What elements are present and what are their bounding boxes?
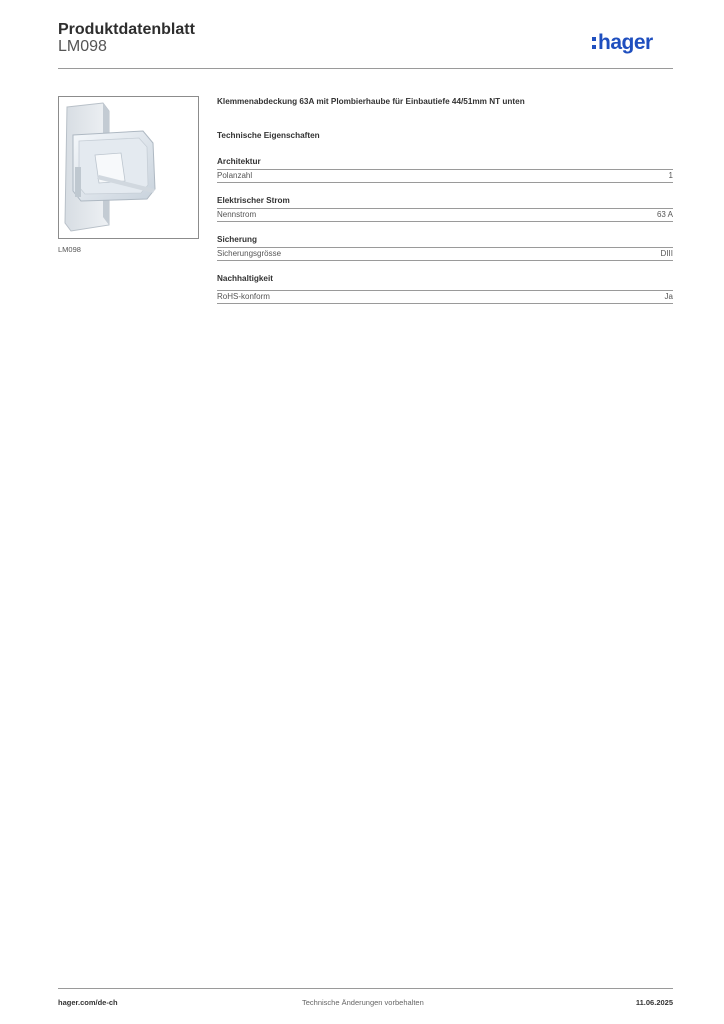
- property-row-nennstrom: [217, 209, 673, 221]
- group-title-architektur: Architektur: [217, 157, 261, 166]
- property-label: Sicherungsgrösse: [217, 249, 282, 258]
- section-title: Technische Eigenschaften: [217, 131, 320, 140]
- product-description: Klemmenabdeckung 63A mit Plombierhaube für Einbautiefe 44/51mm NT unten: [217, 97, 525, 106]
- property-row-sicherungsgroesse: [217, 248, 673, 260]
- row-divider: [217, 221, 673, 222]
- row-divider: [217, 303, 673, 304]
- footer-divider: [58, 988, 673, 989]
- footer-website-link[interactable]: hager.com/de-ch: [58, 998, 118, 1007]
- group-title-nachhaltigkeit: Nachhaltigkeit: [217, 274, 273, 283]
- image-caption: LM098: [58, 245, 81, 254]
- property-value: 63 A: [656, 210, 673, 219]
- row-divider: [217, 208, 673, 209]
- property-value: 1: [668, 171, 673, 180]
- svg-text:hager: hager: [598, 31, 653, 54]
- header-divider: [58, 68, 673, 69]
- group-title-sicherung: Sicherung: [217, 235, 258, 244]
- row-divider: [217, 247, 673, 248]
- group-title-elektrischer-strom: Elektrischer Strom: [217, 196, 290, 205]
- footer-notice: Technische Änderungen vorbehalten: [302, 998, 424, 1007]
- property-value: DIII: [660, 249, 673, 258]
- property-value: Ja: [664, 292, 673, 301]
- property-label: RoHS-konform: [217, 292, 270, 301]
- hager-logo: [592, 27, 674, 57]
- property-row-rohs-konform: [217, 291, 673, 303]
- row-divider: [217, 169, 673, 170]
- property-row-polanzahl: [217, 170, 673, 182]
- product-code: LM098: [58, 38, 107, 55]
- row-divider: [217, 290, 673, 291]
- row-divider: [217, 260, 673, 261]
- product-image: [58, 96, 199, 239]
- property-label: Polanzahl: [217, 171, 253, 180]
- property-label: Nennstrom: [217, 210, 257, 219]
- row-divider: [217, 182, 673, 183]
- footer-date: 11.06.2025: [635, 998, 673, 1007]
- product-photo-icon: [59, 97, 198, 238]
- page-title: Produktdatenblatt: [58, 21, 195, 38]
